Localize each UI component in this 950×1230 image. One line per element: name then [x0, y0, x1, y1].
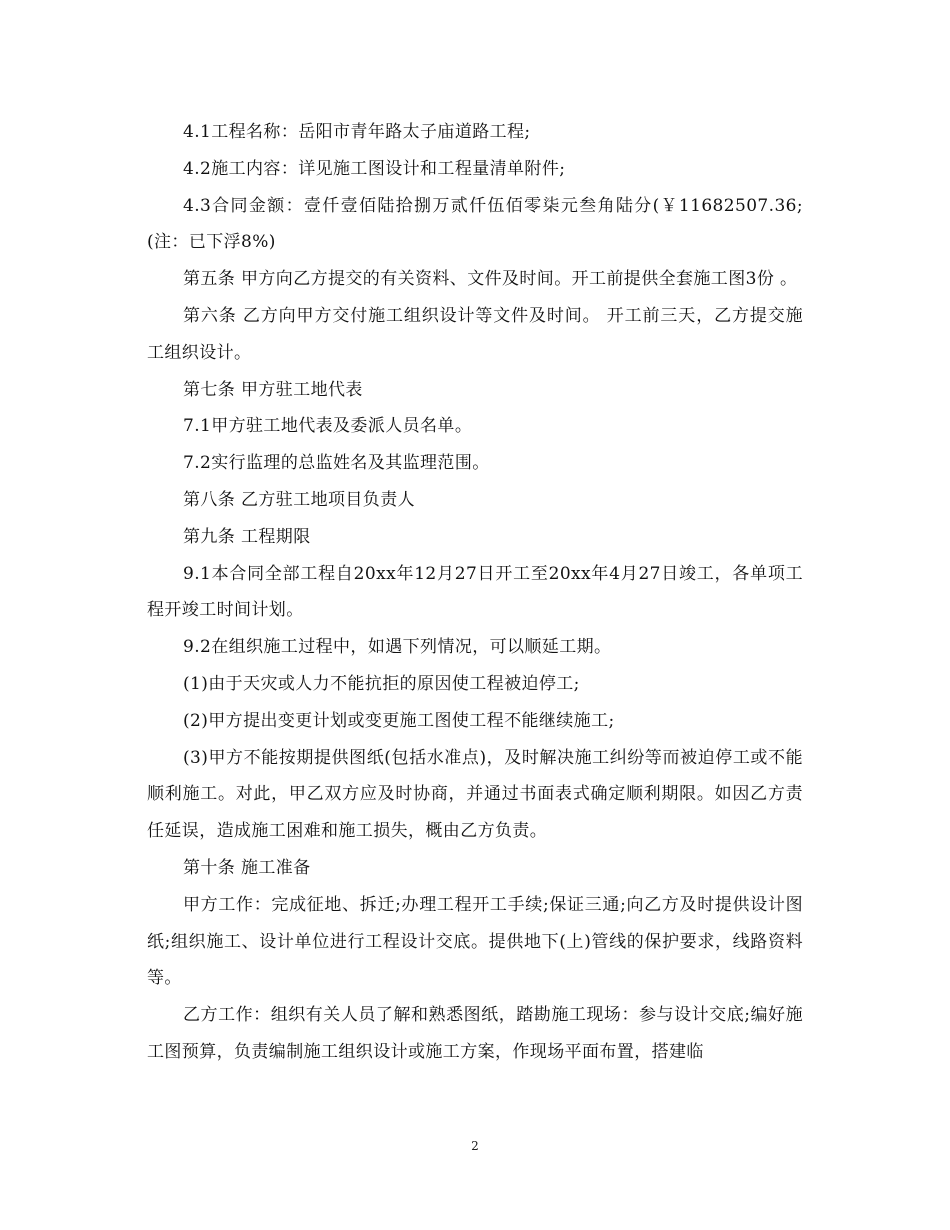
paragraph-9-2: 9.2在组织施工过程中，如遇下列情况，可以顺延工期。	[183, 637, 612, 658]
list-item-1: (1)由于天灾或人力不能抗拒的原因使工程被迫停工;	[183, 673, 580, 694]
document-body	[147, 114, 803, 1071]
paragraph-9-1: 9.1本合同全部工程自20xx年12月27日开工至20xx年4月27日竣工，各单项工程开竣工时间计划。	[147, 563, 803, 621]
paragraph-article-5: 第五条 甲方向乙方提交的有关资料、文件及时间。开工前提供全套施工图3份 。	[183, 269, 798, 290]
heading-article-10: 第十条 施工准备	[183, 857, 311, 878]
paragraph-party-a-work: 甲方工作：完成征地、拆迁;办理工程开工手续;保证三通;向乙方及时提供设计图纸;组织施工、设计单位进行工程设计交底。提供地下(上)管线的保护要求，线路资料等。	[147, 894, 803, 989]
list-item-3: (3)甲方不能按期提供图纸(包括水准点)，及时解决施工纠纷等而被迫停工或不能顺利施工。对此，甲乙双方应及时协商，并通过书面表式确定顺利期限。如因乙方责任延误，造成施工困难和施工损失，概由乙方负责。	[147, 747, 803, 842]
list-item-2: (2)甲方提出变更计划或变更施工图使工程不能继续施工;	[183, 710, 615, 731]
paragraph-4-1: 4.1工程名称：岳阳市青年路太子庙道路工程;	[183, 122, 531, 142]
heading-article-8: 第八条 乙方驻工地项目负责人	[183, 489, 416, 510]
paragraph-article-6: 第六条 乙方向甲方交付施工组织设计等文件及时间。 开工前三天，乙方提交施工组织设计。	[147, 305, 803, 363]
heading-article-7: 第七条 甲方驻工地代表	[183, 379, 363, 400]
paragraph-4-2: 4.2施工内容：详见施工图设计和工程量清单附件;	[183, 158, 566, 179]
paragraph-party-b-work: 乙方工作：组织有关人员了解和熟悉图纸，踏勘施工现场：参与设计交底;编好施工图预算，负责编制施工组织设计或施工方案，作现场平面布置，搭建临	[147, 1005, 803, 1062]
paragraph-4-3: 4.3合同金额：壹仟壹佰陆拾捌万贰仟伍佰零柒元叁角陆分(￥11682507.36;(注：已下浮8%)	[147, 195, 803, 253]
heading-article-9: 第九条 工程期限	[183, 526, 311, 547]
paragraph-7-2: 7.2实行监理的总监姓名及其监理范围。	[183, 453, 490, 474]
page-number: 2	[471, 1139, 479, 1153]
paragraph-7-1: 7.1甲方驻工地代表及委派人员名单。	[183, 416, 473, 437]
